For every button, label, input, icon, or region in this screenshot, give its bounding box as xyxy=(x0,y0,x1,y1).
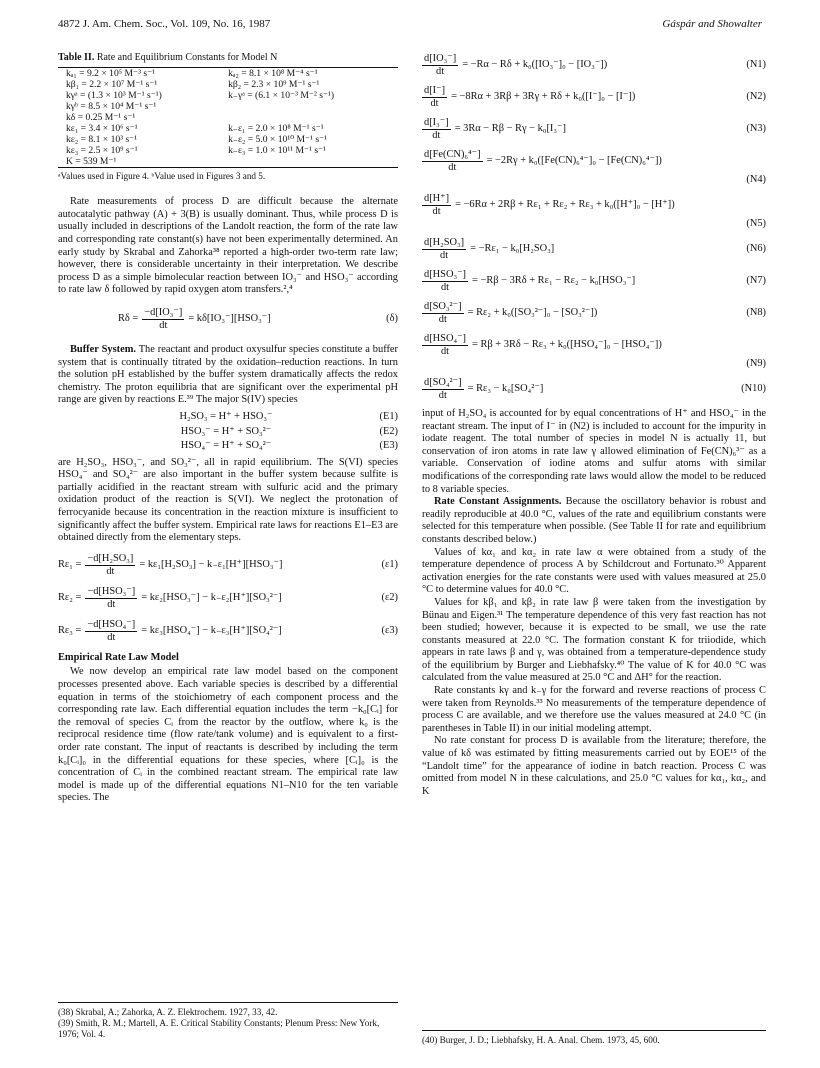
table-cell xyxy=(220,112,398,123)
table-cell: kγᵃ = (1.3 × 10³ M⁻¹ s⁻¹) xyxy=(66,89,162,101)
table-cell: kγᵇ = 8.5 × 10⁴ M⁻¹ s⁻¹ xyxy=(66,100,157,112)
equation-rhs: = −2Rγ + k₀([Fe(CN)₆⁴⁻]₀ − [Fe(CN)₆⁴⁻]) xyxy=(486,154,662,166)
equation-rhs: = −Rε₁ − k₀[H₂SO₃] xyxy=(470,242,555,254)
equation-rhs: = kε₁[H₂SO₃] − k₋ε₁[H⁺][HSO₃⁻] xyxy=(139,559,283,571)
equation-row xyxy=(422,148,766,174)
fraction-denominator: dt xyxy=(432,205,441,217)
fraction xyxy=(422,333,468,358)
fraction-numerator: d[Fe(CN)₆⁴⁻] xyxy=(424,148,481,160)
paragraph: are H₂SO₃, HSO₃⁻, and SO₃²⁻, all in rapid equilibrium. The S(VI) species HSO₄⁻ and SO₄²⁻ are also important in the buffer system because sulfite is partially acidified in the reactant stream with sulfuric acid and the primary oxidation product of the reaction is S(VI). We neglect the protonation of ferrocyanide because its concentration in the reaction mixture is insufficient to significantly affect the buffer system. Empirical rate laws for reactions E1–E3 are obtained directly from the elementary steps. xyxy=(58,456,398,544)
equation-rhs: = kε₃[HSO₄⁻] − k₋ε₃[H⁺][SO₄²⁻] xyxy=(141,625,282,637)
differential-equation xyxy=(422,300,766,326)
paragraph: We now develop an empirical rate law model based on the component processes presented above. Each variable species is described by a differential equation in terms of the stoichiometry of each component process and the corresponding rate law. Each differential equation includes the term −k₀[Cᵢ] for the removal of species Cᵢ from the reactor by the outflow, where k₀ is the reciprocal residence time (flow rate/tank volume) and is equivalent to a first-order rate constant. The input of reactants is described by including the term k₀[Cᵢ]₀ in the differential equations for these species, where [Cᵢ]₀ is the concentration of Cᵢ in the combined reactant stream. The empirical rate law model is made up of the differential equations N1–N10 for the ten variable species. The xyxy=(58,666,398,804)
fraction-denominator: dt xyxy=(440,249,449,261)
equation-number: (E3) xyxy=(379,440,398,452)
equation-rhs: = kε₂[HSO₃⁻] − k₋ε₂[H⁺][SO₃²⁻] xyxy=(141,592,282,604)
table-row xyxy=(58,67,398,79)
table-cell: k₋ε₂ = 5.0 × 10¹⁰ M⁻¹ s⁻¹ xyxy=(228,133,327,145)
fraction-numerator: d[SO₄²⁻] xyxy=(424,376,462,388)
fraction-numerator: d[IO₃⁻] xyxy=(424,52,457,64)
differential-equation xyxy=(422,148,766,186)
paragraph: input of H₂SO₄ is accounted for by equal concentrations of H⁺ and HSO₄⁻ in the reactant stream. The input of I⁻ in (N2) is included to account for the impurity in iodate reagent. The total number of species in model N is actually 11, but conservation of iron atoms in rate law γ allowed elimination of Fe(CN)₆³⁻ as a variable. Conservation of iodine atoms and sulfur atoms with similar modifications of the corresponding rate laws would allow the model to be reduced to 8 variable species. xyxy=(422,408,766,495)
equation-body: HSO₃⁻ = H⁺ + SO₃²⁻ xyxy=(180,425,272,437)
fraction-denominator: dt xyxy=(432,129,441,141)
equation-rhs: = Rε₃ − k₀[SO₄²⁻] xyxy=(467,382,544,394)
reference-entry: (38) Skrabal, A.; Zahorka, A. Z. Elektrochem. 1927, 33, 42. xyxy=(58,1007,278,1017)
fraction-denominator: dt xyxy=(107,598,116,610)
fraction xyxy=(422,53,458,78)
differential-equation xyxy=(422,268,766,294)
equation-row xyxy=(422,332,766,358)
table-cell: k₋ε₁ = 2.0 × 10⁸ M⁻¹ s⁻¹ xyxy=(228,122,324,134)
equation-rhs: = −Rβ − 3Rδ + Rε₁ − Rε₂ − k₀[HSO₃⁻] xyxy=(472,274,636,286)
table-row xyxy=(58,134,398,145)
equation-row xyxy=(422,84,766,110)
equation-lhs: Rε₂ = xyxy=(58,592,82,604)
table-row xyxy=(58,145,398,156)
table-cell: kβ₂ = 2.3 × 10⁹ M⁻¹ s⁻¹ xyxy=(228,78,320,90)
equation-number: (N8) xyxy=(746,306,766,318)
equation-row xyxy=(422,376,766,402)
running-head xyxy=(58,18,762,34)
paragraph-heading: Buffer System. xyxy=(70,343,136,355)
fraction-numerator: d[SO₃²⁻] xyxy=(424,300,462,312)
differential-equation xyxy=(422,332,766,370)
footnote-references-right xyxy=(422,1030,766,1046)
table-row xyxy=(58,123,398,134)
equation-row xyxy=(422,236,766,262)
table-cell: kβ₁ = 2.2 × 10⁷ M⁻¹ s⁻¹ xyxy=(66,78,158,90)
table-row xyxy=(58,90,398,101)
table-cell: kε₂ = 8.1 × 10³ s⁻¹ xyxy=(66,133,138,145)
table-cell: kε₁ = 3.4 × 10⁶ s⁻¹ xyxy=(66,122,138,134)
table-cell xyxy=(220,101,398,112)
equation-rhs: = 3Rα − Rβ − Rγ − k₀[I₃⁻] xyxy=(454,122,566,134)
paragraph: Rate constants kγ and k₋γ for the forward and reverse reactions of process C were taken from Reynolds.³³ No measurements of the temperature dependence of process C are available, and we therefore use the values measured at 24.0 °C (in parentheses in Table II) in our initial modeling attempt. xyxy=(422,685,766,734)
paragraph: Values for kβ₁ and kβ₂ in rate law β were taken from the investigation by Bünau and Eigen.³¹ The temperature dependence of this very fast reaction has not been studied; however, because it is expected to be small, we use the rate constants measured at 22.0 °C. The formation constant K for triiodide, which appears in rate laws β and γ, was obtained from a temperature-dependence study of the equilibrium by Burger and Liebhafsky.⁴⁰ The value of K for 40.0 °C was calculated from the value measured at 25.0 °C and ΔH° for the reaction. xyxy=(422,596,766,684)
differential-equations xyxy=(422,52,766,402)
fraction-denominator: dt xyxy=(440,281,450,293)
fraction-denominator: dt xyxy=(438,313,447,325)
paragraph xyxy=(422,496,766,546)
fraction-numerator: −d[IO₃⁻] xyxy=(144,306,183,318)
equation-rhs: = −6Rα + 2Rβ + Rε₁ + Rε₂ + Rε₃ + k₀([H⁺]₀ − [H⁺]) xyxy=(455,198,675,210)
table-caption xyxy=(58,52,398,65)
table-row xyxy=(58,156,398,168)
equation-number: (N7) xyxy=(746,274,766,286)
table-cell: k₋γᵃ = (6.1 × 10⁻³ M⁻² s⁻¹) xyxy=(228,89,335,101)
table-cell: K = 539 M⁻¹ xyxy=(66,155,117,167)
reference-entry: (39) Smith, R. M.; Martell, A. E. Critical Stability Constants; Plenum Press: New York, 1976; Vol. 4. xyxy=(58,1018,380,1039)
paragraph-heading: Rate Constant Assignments. xyxy=(434,496,562,508)
equation-lhs: Rε₃ = xyxy=(58,625,82,637)
fraction xyxy=(422,237,466,262)
table-cell: kₐ₁ = 9.2 × 10⁵ M⁻³ s⁻¹ xyxy=(66,67,156,79)
fraction-denominator: dt xyxy=(438,389,447,401)
equation-number: (δ) xyxy=(386,313,398,325)
paragraph: Rate measurements of process D are difficult because the alternate autocatalytic pathway (A) + 3(B) is usually dominant. Thus, while process D is usually included in descriptions of the Landolt reaction, the form of the rate law and corresponding rate constant(s) have not been experimentally determined. An early study by Skrabal and Zahorka³⁸ reported a high-order two-term rate law; however, there is considerable uncertainty in their interpretation. We describe process D as a simple bimolecular reaction between IO₃⁻ and HSO₃⁻ according to rate law δ followed by rapid oxygen atom transfers.²,⁴ xyxy=(58,196,398,296)
equation-body xyxy=(58,619,354,644)
equation-number: (N6) xyxy=(746,242,766,254)
equation-number: (ε1) xyxy=(381,559,398,571)
fraction-denominator: dt xyxy=(448,161,457,173)
fraction-numerator: −d[H₂SO₃] xyxy=(87,552,134,564)
fraction-numerator: d[H₂SO₃] xyxy=(424,236,465,248)
differential-equation xyxy=(422,116,766,142)
equation-number: (N3) xyxy=(746,122,766,134)
table-cell: kε₃ = 2.5 × 10⁹ s⁻¹ xyxy=(66,144,138,156)
equation-number: (N4) xyxy=(746,174,766,185)
table-title: Rate and Equilibrium Constants for Model N xyxy=(96,52,278,63)
table-cell xyxy=(220,156,398,168)
equation-row xyxy=(422,268,766,294)
fraction-denominator: dt xyxy=(106,565,115,577)
differential-equation xyxy=(422,192,766,230)
equation-body xyxy=(58,553,354,578)
equation-number: (ε2) xyxy=(381,592,398,604)
running-head-right: Gáspár and Showalter xyxy=(662,18,762,30)
fraction xyxy=(422,117,451,142)
fraction xyxy=(85,553,135,578)
paragraph-text: The reactant and product oxysulfur species constitute a buffer system that is continually titrated by the oxidation–reduction reactions. In turn the solution pH established by the buffer system dramatically affects the redox chemistry. The proton equilibria that are significant over the experimental pH range are given by reactions E.³⁹ The major S(IV) species xyxy=(58,343,398,406)
equation-number: (N10) xyxy=(741,382,766,394)
fraction xyxy=(142,307,184,332)
running-head-left: 4872 J. Am. Chem. Soc., Vol. 109, No. 16, 1987 xyxy=(58,18,271,30)
rate-constants-table xyxy=(58,67,398,168)
differential-equation xyxy=(422,236,766,262)
equation-body: H₂SO₃ = H⁺ + HSO₃⁻ xyxy=(179,410,273,422)
fraction xyxy=(422,149,483,174)
paragraph-text: Because the oscillatory behavior is robust and readily reproducible at 40.0 °C, values of the rate and equilibrium constants were selected for this temperature when possible. (See Table II for rate and equilibrium constants described below.) xyxy=(422,496,766,545)
differential-equation xyxy=(422,52,766,78)
table-cell: kₐ₂ = 8.1 × 10⁸ M⁻⁴ s⁻¹ xyxy=(228,67,318,79)
fraction xyxy=(422,193,451,218)
fraction-numerator: d[H⁺] xyxy=(424,192,450,204)
footnote-references-left xyxy=(58,1002,398,1040)
equation-row xyxy=(422,192,766,218)
equation-body xyxy=(58,586,354,611)
table-row xyxy=(58,112,398,123)
differential-equation xyxy=(422,84,766,110)
equation-rhs: = kδ[IO₃⁻][HSO₃⁻] xyxy=(188,313,271,325)
fraction-numerator: d[I⁻] xyxy=(424,84,446,96)
reference-entry: (40) Burger, J. D.; Liebhafsky, H. A. Anal. Chem. 1973, 45, 600. xyxy=(422,1035,660,1045)
equation-row xyxy=(422,52,766,78)
equation-number: (N5) xyxy=(746,218,766,229)
fraction-numerator: −d[HSO₃⁻] xyxy=(87,585,136,597)
table-row xyxy=(58,79,398,90)
table-label: Table II. xyxy=(58,52,95,63)
equilibrium-equations xyxy=(58,411,398,453)
equation-number: (E1) xyxy=(379,410,398,422)
rate-equation xyxy=(58,619,398,644)
equation-lhs: Rε₁ = xyxy=(58,559,82,571)
fraction xyxy=(422,269,468,294)
equation-number: (N1) xyxy=(746,58,766,70)
fraction-denominator: dt xyxy=(436,65,445,77)
equation-lhs: Rδ = xyxy=(118,313,139,325)
equation-number: (N2) xyxy=(746,90,766,102)
table-cell: k₋ε₃ = 1.0 × 10¹¹ M⁻¹ s⁻¹ xyxy=(228,144,327,156)
fraction-numerator: d[HSO₄⁻] xyxy=(424,332,467,344)
paragraph: No rate constant for process D is available from the literature; therefore, the value of kδ was estimated by fitting measurements carried out by EOE¹⁵ of the “Landolt time” for the appearance of iodine in batch reaction. Process C was omitted from model N in these calculations, and 25.0 °C values for kα₁, kα₂, and K xyxy=(422,735,766,797)
fraction xyxy=(422,301,464,326)
fraction xyxy=(422,377,464,402)
equilibrium-equation xyxy=(58,411,398,424)
left-column xyxy=(58,52,398,805)
fraction-numerator: −d[HSO₄⁻] xyxy=(87,618,136,630)
equation-rhs: = Rβ + 3Rδ − Rε₃ + k₀([HSO₄⁻]₀ − [HSO₄⁻]) xyxy=(472,338,662,350)
equation-body: HSO₄⁻ = H⁺ + SO₄²⁻ xyxy=(180,440,272,452)
fraction xyxy=(85,619,137,644)
equation-row xyxy=(422,300,766,326)
table-row xyxy=(58,101,398,112)
section-heading: Empirical Rate Law Model xyxy=(58,651,179,663)
fraction xyxy=(85,586,137,611)
fraction-denominator: dt xyxy=(159,319,168,331)
right-column xyxy=(422,52,766,798)
equation-row xyxy=(422,116,766,142)
equilibrium-equation xyxy=(58,426,398,439)
paragraph xyxy=(58,344,398,407)
equation-number: (N9) xyxy=(746,358,766,369)
equation-delta xyxy=(58,307,398,332)
equilibrium-equation xyxy=(58,440,398,453)
fraction-denominator: dt xyxy=(430,97,439,109)
equation-rhs: = −Rα − Rδ + k₀([IO₃⁻]₀ − [IO₃⁻]) xyxy=(462,58,608,70)
rate-equation xyxy=(58,586,398,611)
fraction xyxy=(422,85,447,110)
fraction-numerator: d[HSO₃⁻] xyxy=(424,268,467,280)
equation-number: (ε3) xyxy=(381,625,398,637)
differential-equation xyxy=(422,376,766,402)
fraction-denominator: dt xyxy=(440,345,450,357)
equation-number: (E2) xyxy=(379,425,398,437)
rate-equation xyxy=(58,553,398,578)
paragraph: Values of kα₁ and kα₂ in rate law α were obtained from a study of the temperature dependence of process A by Schildcrout and Fortunato.³⁰ Apparent activation energies for the rate constants were used with values measured at 25.0 °C to determine values for 40.0 °C. xyxy=(422,546,766,596)
table-footnote: ᵃValues used in Figure 4. ᵇValue used in Figures 3 and 5. xyxy=(58,170,266,181)
fraction-denominator: dt xyxy=(107,631,116,643)
buffer-rate-equations xyxy=(58,553,398,644)
equation-rhs: = Rε₂ + k₀([SO₃²⁻]₀ − [SO₃²⁻]) xyxy=(467,306,598,318)
equation-rhs: = −8Rα + 3Rβ + 3Rγ + Rδ + k₀([I⁻]₀ − [I⁻]) xyxy=(451,90,636,102)
table-cell: kδ = 0.25 M⁻¹ s⁻¹ xyxy=(66,111,136,123)
fraction-numerator: d[I₃⁻] xyxy=(424,116,449,128)
